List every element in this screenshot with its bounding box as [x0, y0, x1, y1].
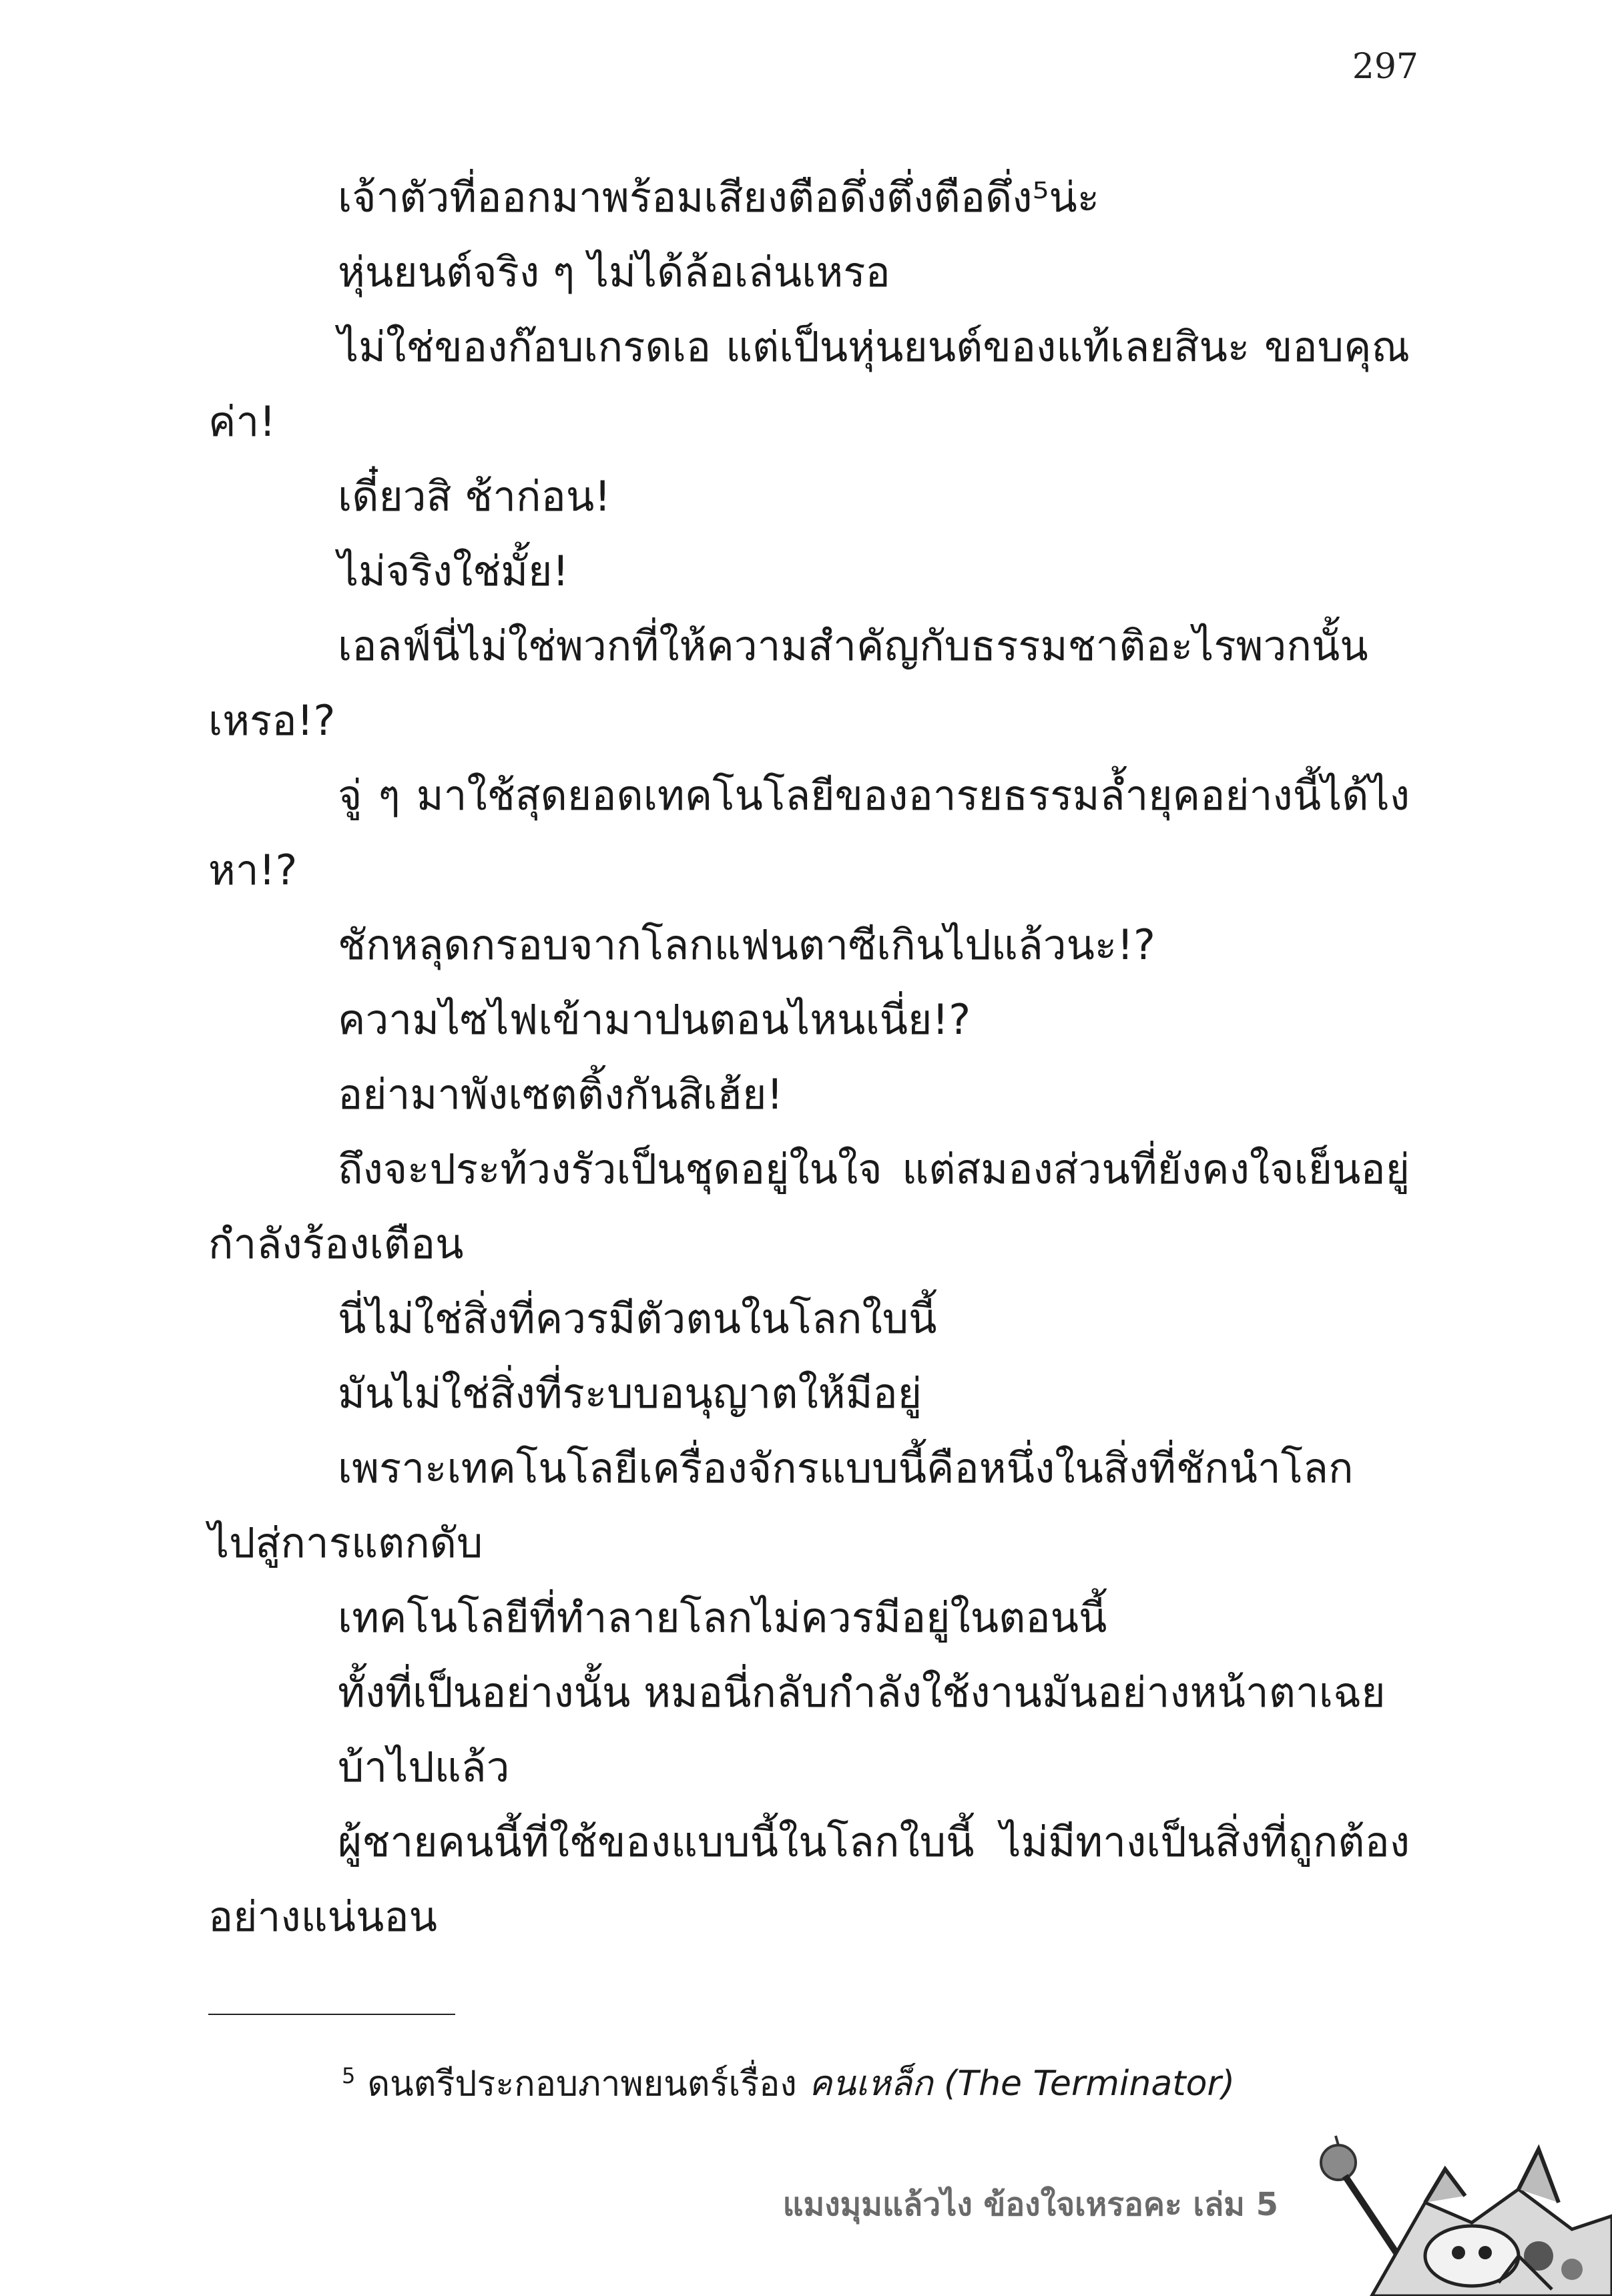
paragraph: เดี๋ยวสิ ช้าก่อน! [338, 472, 611, 521]
paragraph: มันไม่ใช่สิ่งที่ระบบอนุญาตให้มีอยู่ [338, 1369, 922, 1418]
paragraph: ถึงจะประท้วงรัวเป็นชุดอยู่ในใจ แต่สมองส่วนที่ยังคงใจเย็นอยู่ กำลังร้องเตือน [208, 1145, 1410, 1268]
footnote-divider [208, 2014, 455, 2015]
paragraph: จู่ ๆ มาใช้สุดยอดเทคโนโลยีของอารยธรรมล้ำยุคอย่างนี้ได้ไง หา!? [208, 771, 1410, 894]
paragraph: บ้าไปแล้ว [338, 1743, 510, 1791]
spider-mascot-illustration [1298, 2122, 1612, 2296]
running-footer-title: แมงมุมแล้วไง ข้องใจเหรอคะ เล่ม 5 [782, 2186, 1278, 2223]
paragraph: ทั้งที่เป็นอย่างนั้น หมอนี่กลับกำลังใช้งานมันอย่างหน้าตาเฉย [338, 1668, 1386, 1717]
paragraph: เจ้าตัวที่ออกมาพร้อมเสียงตือดึ่งตึ่งตือดึ่ง⁵น่ะ [338, 173, 1100, 222]
footnote-text: ดนตรีประกอบภาพยนตร์เรื่อง [367, 2064, 797, 2104]
paragraph: เพราะเทคโนโลยีเครื่องจักรแบบนี้คือหนึ่งในสิ่งที่ชักนำโลก ไปสู่การแตกดับ [208, 1444, 1354, 1567]
page-number: 297 [1352, 47, 1418, 87]
paragraph: ไม่ใช่ของก๊อบเกรดเอ แต่เป็นหุ่นยนต์ของแท้เลยสินะ ขอบคุณค่า! [208, 322, 1410, 446]
paragraph: เอลฟ์นี่ไม่ใช่พวกที่ให้ความสำคัญกับธรรมชาติอะไรพวกนั้น เหรอ!? [208, 621, 1368, 745]
footnote-marker: 5 [342, 2063, 356, 2088]
paragraph: นี่ไม่ใช่สิ่งที่ควรมีตัวตนในโลกใบนี้ [338, 1294, 937, 1343]
paragraph: ความไซไฟเข้ามาปนตอนไหนเนี่ย!? [338, 995, 971, 1044]
paragraph: อย่ามาพังเซตติ้งกันสิเฮ้ย! [338, 1070, 784, 1119]
footnote-title: คนเหล็ก (The Terminator) [808, 2064, 1236, 2104]
paragraph: ผู้ชายคนนี้ที่ใช้ของแบบนี้ในโลกใบนี้ ไม่มีทางเป็นสิ่งที่ถูกต้อง อย่างแน่นอน [208, 1817, 1410, 1941]
paragraph: เทคโนโลยีที่ทำลายโลกไม่ควรมีอยู่ในตอนนี้ [338, 1593, 1107, 1642]
paragraph: หุ่นยนต์จริง ๆ ไม่ได้ล้อเล่นเหรอ [338, 248, 890, 296]
body-text [208, 160, 1410, 1954]
paragraph: ไม่จริงใช่มั้ย! [338, 547, 569, 595]
footnote [342, 2049, 1235, 2110]
paragraph: ชักหลุดกรอบจากโลกแฟนตาซีเกินไปแล้วนะ!? [338, 920, 1155, 969]
